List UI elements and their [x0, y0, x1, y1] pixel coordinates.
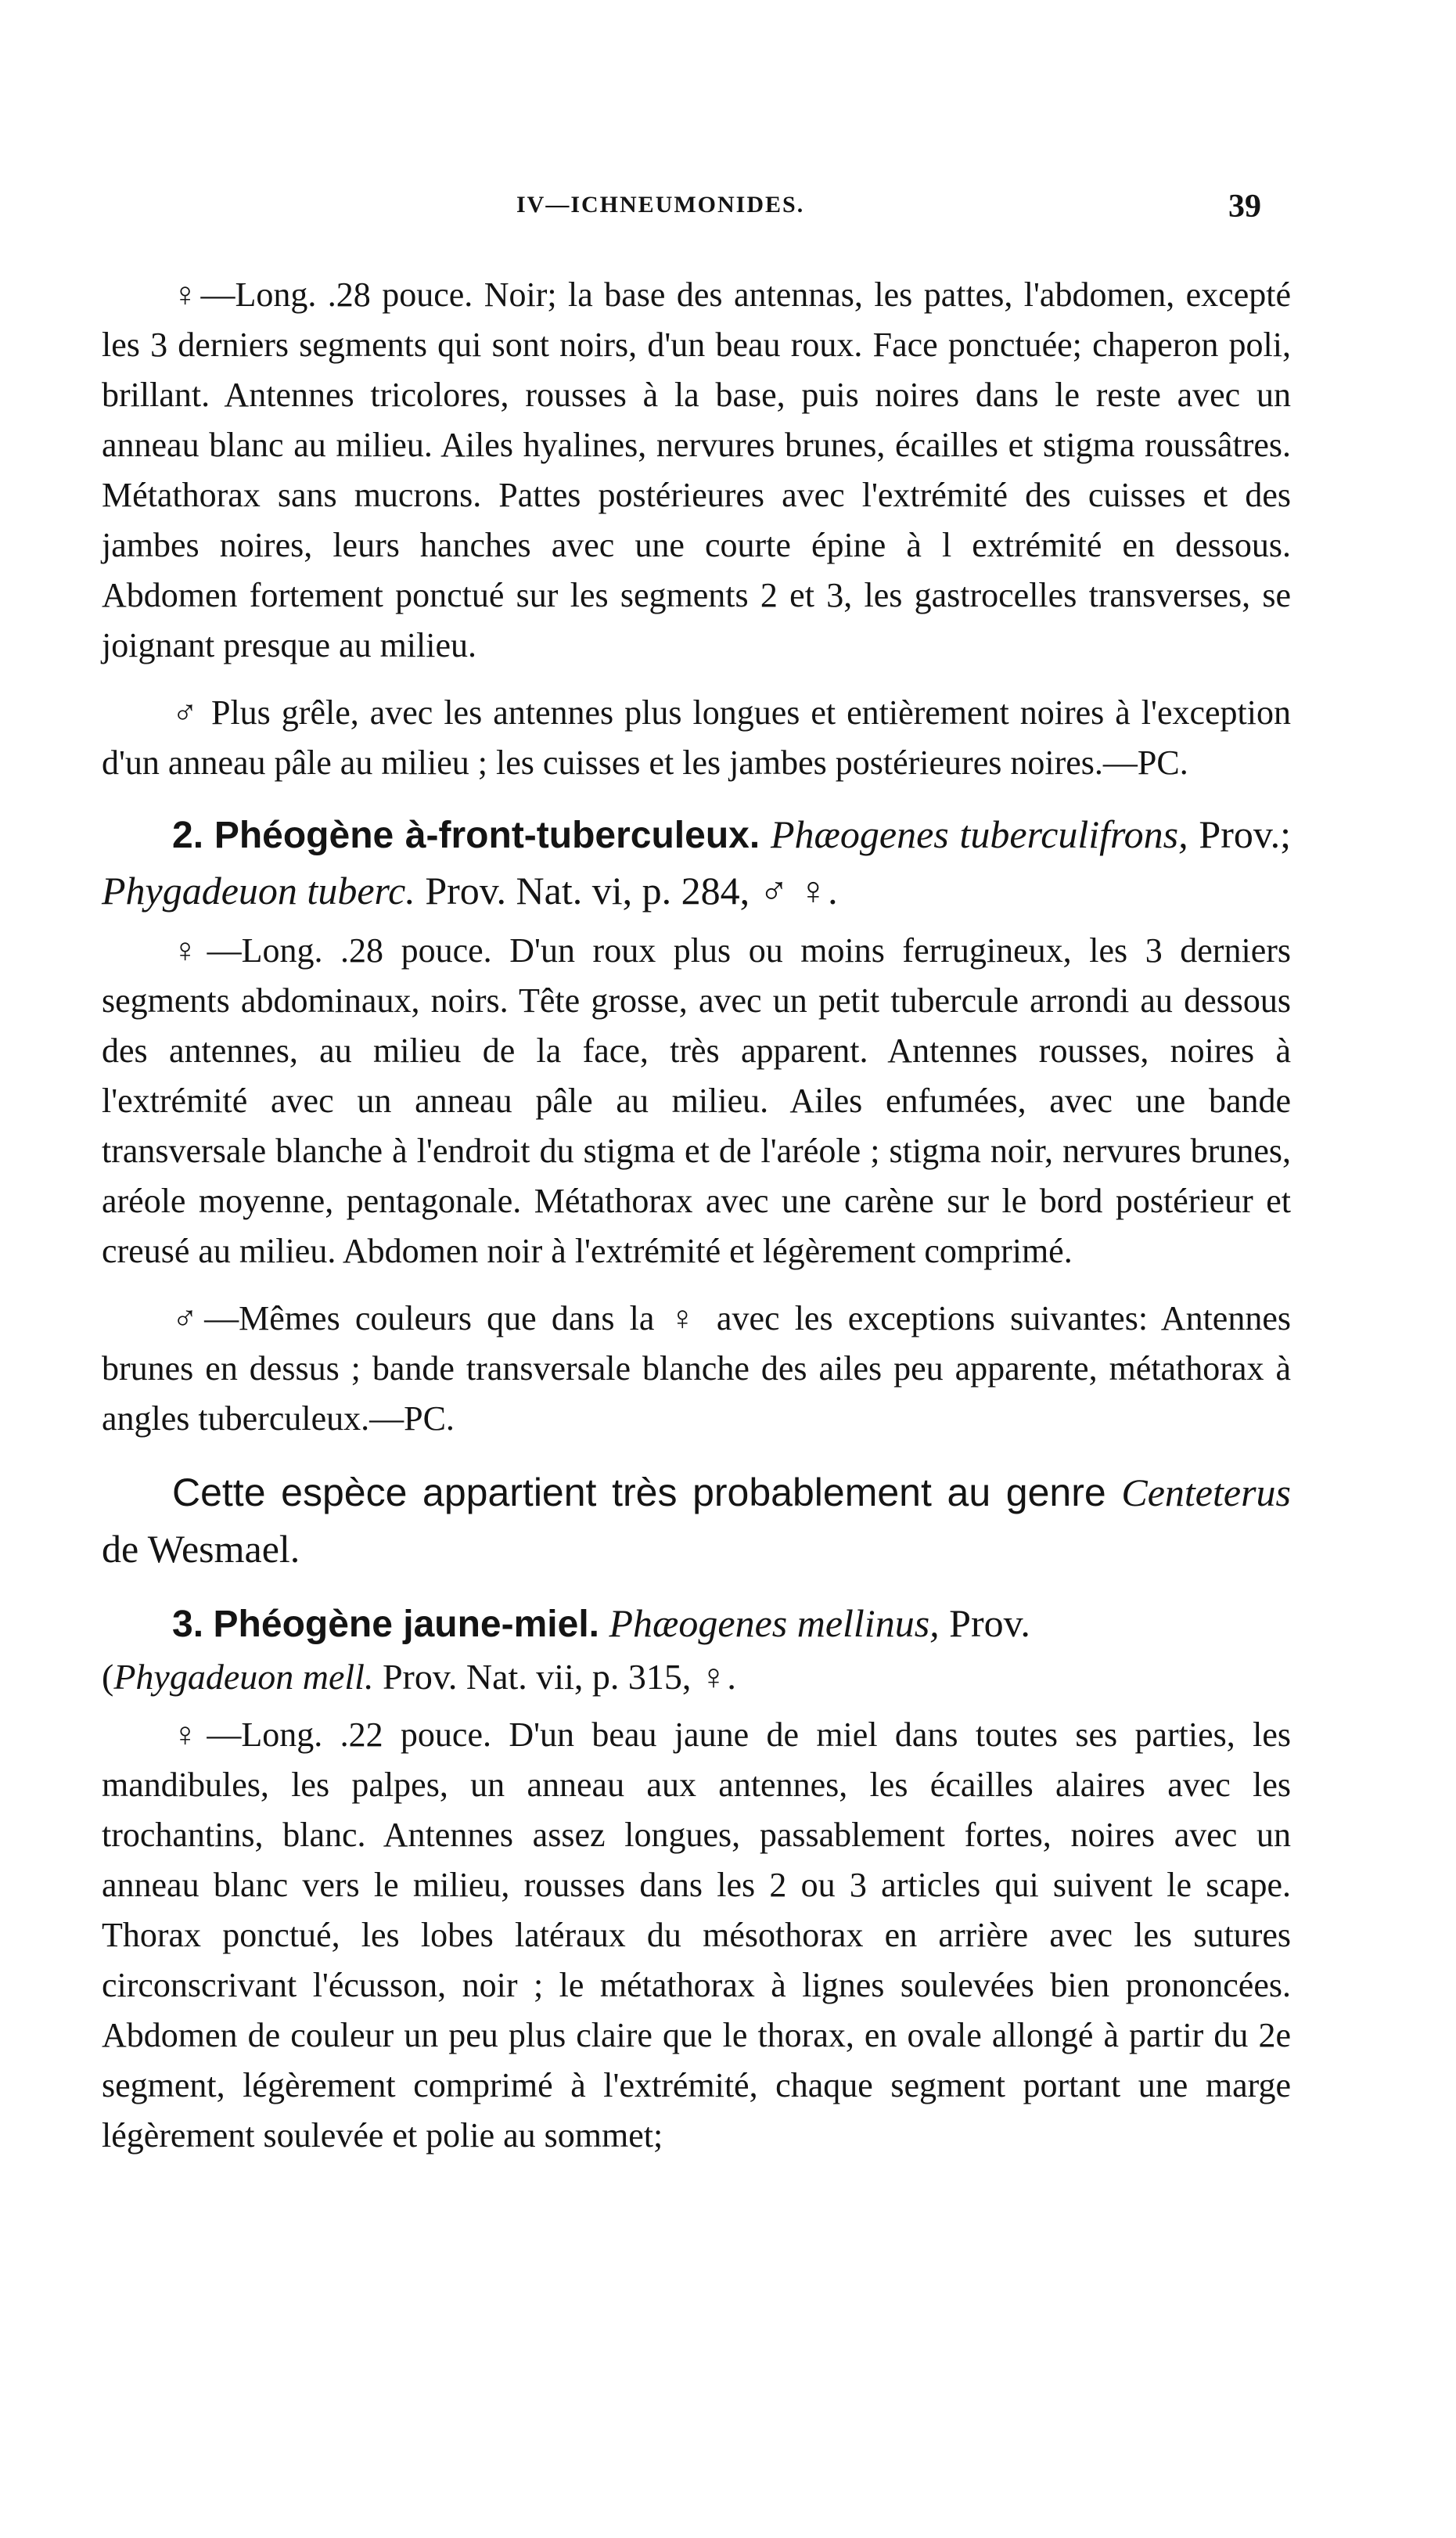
species-1-female-description: ♀—Long. .28 pouce. Noir; la base des antennas, les pattes, l'abdomen, excepté les 3 derniers segments qui sont noirs, d'un beau roux. Face ponctuée; chaperon poli, brillant. Antennes tricolores, rousses à la base, puis noires dans le reste avec un anneau blanc au milieu. Ailes hyalines, nervures brunes, écailles et stigma roussâtres. Métathorax sans mucrons. Pattes postérieures avec l'extrémité des cuisses et des jambes noires, leurs hanches avec une courte épine à l extrémité en dessous. Abdomen fortement ponctué sur les segments 2 et 3, les gastrocelles transverses, se joignant presque au milieu.	[102, 275, 1291, 664]
species-3-latin-name: Phæogenes mellinus,	[609, 1601, 940, 1645]
species-2-synonym: Phygadeuon tuberc.	[102, 869, 415, 913]
note-genus: Centeterus	[1121, 1471, 1291, 1514]
species-2-heading	[102, 807, 1291, 918]
species-2-latin-name: Phæogenes tuberculifrons,	[770, 812, 1188, 856]
species-3-author: Prov.	[949, 1601, 1030, 1645]
page-body	[102, 270, 1291, 2161]
species-2-reference: Prov. Nat. vi, p. 284, ♂ ♀.	[425, 869, 838, 913]
species-1-male-description: ♂ Plus grêle, avec les antennes plus longues et entièrement noires à l'exception d'un anneau pâle au milieu ; les cuisses et les jambes postérieures noires.—PC.	[102, 693, 1291, 782]
note-text: Cette espèce appartient très probablement au genre	[172, 1471, 1106, 1514]
species-3-number: 3.	[172, 1604, 204, 1645]
species-2-number: 2.	[172, 815, 204, 856]
species-3-reference: Prov. Nat. vii, p. 315, ♀.	[382, 1657, 736, 1697]
running-title: IV—ICHNEUMONIDES.	[516, 192, 805, 218]
species-3-reference-line	[102, 1652, 1291, 1702]
species-3-paren: (	[102, 1657, 114, 1697]
species-2-author: Prov.;	[1199, 812, 1292, 856]
species-2-common-name: Phéogène à-front-tuberculeux.	[214, 815, 760, 856]
note-end: de Wesmael.	[102, 1527, 300, 1571]
species-3-synonym: Phygadeuon mell.	[113, 1657, 374, 1697]
species-2-male-description: ♂—Mêmes couleurs que dans la ♀ avec les exceptions suivantes: Antennes brunes en dessus ; bande transversale blanche des ailes peu apparente, métathorax à angles tuberculeux.—PC.	[102, 1299, 1291, 1438]
species-3-heading	[102, 1596, 1291, 1652]
species-3-common-name: Phéogène jaune-miel.	[213, 1604, 599, 1645]
species-2-female-description: ♀—Long. .28 pouce. D'un roux plus ou moins ferrugineux, les 3 derniers segments abdominaux, noirs. Tête grosse, avec un petit tubercule arrondi au dessous des antennes, au milieu de la face, très apparent. Antennes rousses, noires à l'extrémité avec un anneau pâle au milieu. Ailes enfumées, avec une bande transversale blanche à l'endroit du stigma et de l'aréole ; stigma noir, nervures brunes, aréole moyenne, pentagonale. Métathorax avec une carène sur le bord postérieur et creusé au milieu. Abdomen noir à l'extrémité et légèrement comprimé.	[102, 931, 1291, 1270]
species-2-genus-note	[102, 1464, 1291, 1577]
page-number: 39	[1228, 189, 1261, 225]
species-3-female-description: ♀—Long. .22 pouce. D'un beau jaune de miel dans toutes ses parties, les mandibules, les palpes, un anneau aux antennes, les écailles alaires avec les trochantins, blanc. Antennes assez longues, passablement fortes, noires avec un anneau blanc vers le milieu, rousses dans les 2 ou 3 articles qui suivent le scape. Thorax ponctué, les lobes latéraux du mésothorax en arrière avec les sutures circonscrivant l'écusson, noir ; le métathorax à lignes soulevées bien prononcées. Abdomen de couleur un peu plus claire que le thorax, en ovale allongé à partir du 2e segment, légèrement comprimé à l'extrémité, chaque segment portant une marge légèrement soulevée et polie au sommet;	[102, 1715, 1291, 2155]
